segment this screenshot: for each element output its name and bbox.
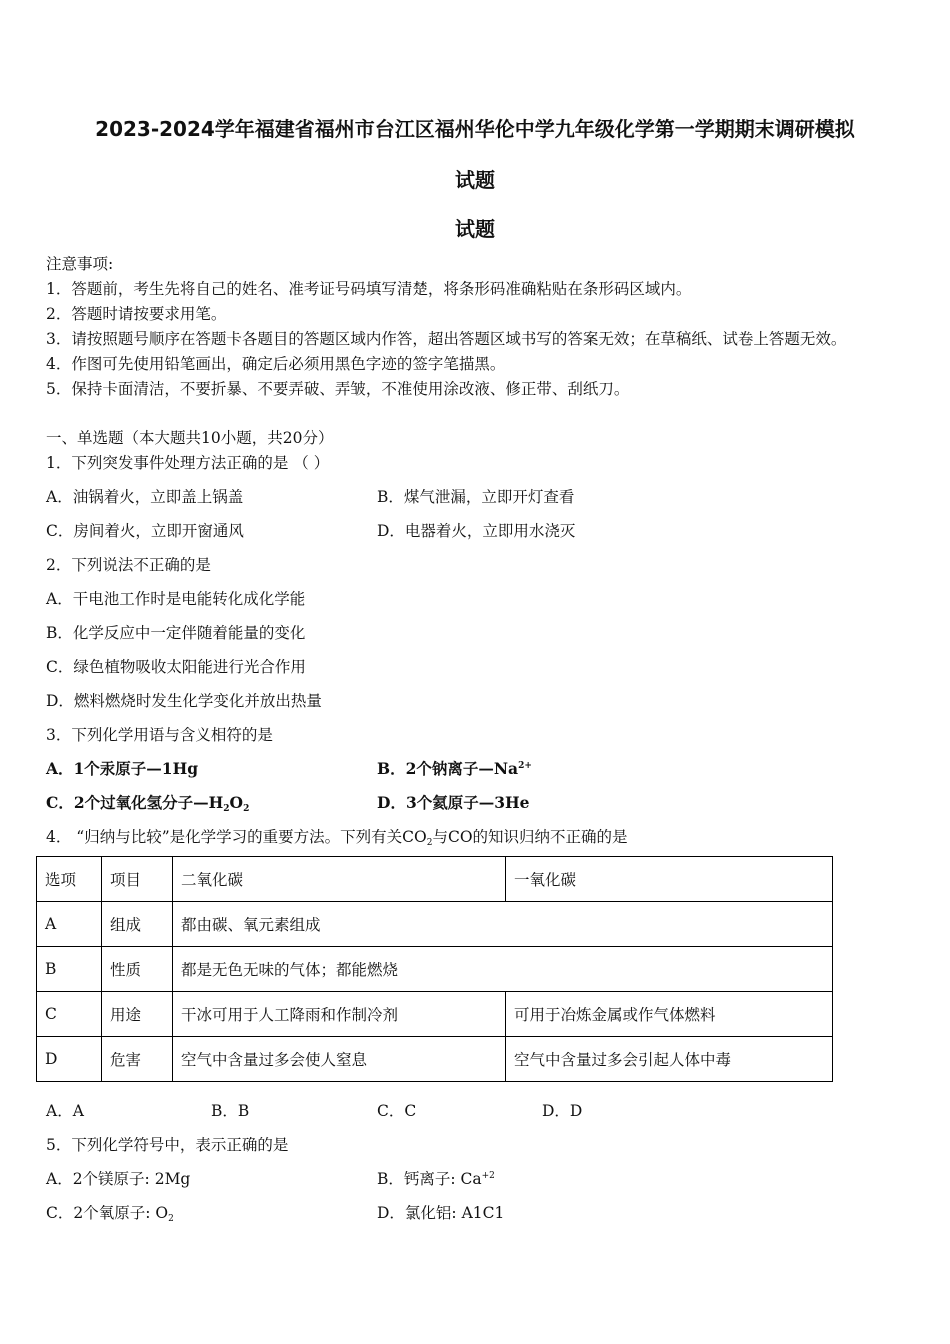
question-1-option-b: B．煤气泄漏，立即开灯查看	[377, 488, 575, 506]
question-2-option-b: B．化学反应中一定伴随着能量的变化	[46, 624, 306, 642]
table-row	[37, 1037, 833, 1082]
table-cell: B	[37, 947, 102, 992]
table-cell: 可用于冶炼金属或作气体燃料	[506, 992, 833, 1037]
question-4-option-d: D．D	[542, 1102, 583, 1120]
table-cell: 性质	[102, 947, 173, 992]
question-3-option-b: B．2个钠离子$—Na^{2+}$	[377, 759, 532, 778]
question-5-option-c: C．2个氧原子: $O_2$	[46, 1204, 174, 1224]
table-cell: A	[37, 902, 102, 947]
table-cell: 空气中含量过多会引起人体中毒	[506, 1037, 833, 1082]
question-5-option-b: B．钙离子: $Ca^{+2}$	[377, 1170, 495, 1188]
table-cell: 都是无色无味的气体；都能燃烧	[173, 947, 833, 992]
table-header-cell: 一氧化碳	[506, 857, 833, 902]
table-header-row	[37, 857, 833, 902]
question-3-option-a: A．1个汞原子—1Hg	[46, 759, 199, 778]
notice-item: 2．答题时请按要求用笔。	[46, 305, 227, 323]
question-1-option-d: D．电器着火，立即用水浇灭	[377, 522, 576, 540]
table-cell: 危害	[102, 1037, 173, 1082]
page-title-continued: 试题	[455, 168, 495, 192]
table-row	[37, 947, 833, 992]
question-1-option-a: A．油锅着火，立即盖上锅盖	[46, 488, 244, 506]
notice-item: 1．答题前，考生先将自己的姓名、准考证号码填写清楚，将条形码准确粘贴在条形码区域内。	[46, 280, 692, 298]
table-cell: 用途	[102, 992, 173, 1037]
question-2-option-a: A．干电池工作时是电能转化成化学能	[46, 590, 306, 608]
question-5-option-d: D．氯化铝: A1C1	[377, 1204, 505, 1222]
question-2-option-d: D．燃料燃烧时发生化学变化并放出热量	[46, 692, 322, 710]
table-cell: 干冰可用于人工降雨和作制冷剂	[173, 992, 506, 1037]
section-heading: 一、单选题（本大题共10小题，共20分）	[46, 429, 334, 447]
table-header-cell: 选项	[37, 857, 102, 902]
table-cell: 空气中含量过多会使人窒息	[173, 1037, 506, 1082]
question-3-option-c: C．2个过氧化氢分子$—H_2O_2$	[46, 793, 250, 814]
question-1-option-c: C．房间着火，立即开窗通风	[46, 522, 244, 540]
question-2-option-c: C．绿色植物吸收太阳能进行光合作用	[46, 658, 306, 676]
table-header-cell: 项目	[102, 857, 173, 902]
page-title: 2023-2024学年福建省福州市台江区福州华伦中学九年级化学第一学期期末调研模拟	[95, 117, 855, 141]
table-cell: 都由碳、氧元素组成	[173, 902, 833, 947]
question-4-option-c: C．C	[377, 1102, 417, 1120]
table-row	[37, 992, 833, 1037]
notice-item: 5．保持卡面清洁，不要折暴、不要弄破、弄皱，不准使用涂改液、修正带、刮纸刀。	[46, 380, 630, 398]
table-row	[37, 902, 833, 947]
notice-heading: 注意事项:	[46, 255, 114, 273]
question-4-option-b: B．B	[211, 1102, 250, 1120]
notice-item: 3．请按照题号顺序在答题卡各题目的答题区域内作答，超出答题区域书写的答案无效；在草稿纸、试卷上答题无效。	[46, 330, 847, 348]
comparison-table	[36, 856, 833, 1082]
page-subtitle: 试题	[455, 217, 495, 241]
table-cell: 组成	[102, 902, 173, 947]
table-header-cell: 二氧化碳	[173, 857, 506, 902]
question-4-stem: 4． “归纳与比较”是化学学习的重要方法。下列有关$CO_2$与CO的知识归纳不正确的是	[46, 828, 628, 848]
table-cell: D	[37, 1037, 102, 1082]
question-2-stem: 2．下列说法不正确的是	[46, 556, 211, 574]
question-4-option-a: A．A	[46, 1102, 84, 1120]
question-3-option-d: D．3个氦原子—3He	[377, 793, 530, 812]
table-cell: C	[37, 992, 102, 1037]
question-3-stem: 3．下列化学用语与含义相符的是	[46, 726, 273, 744]
notice-item: 4．作图可先使用铅笔画出，确定后必须用黑色字迹的签字笔描黑。	[46, 355, 506, 373]
question-1-stem: 1．下列突发事件处理方法正确的是 （ ）	[46, 454, 330, 472]
question-5-option-a: A．2个镁原子: 2Mg	[46, 1170, 191, 1188]
question-5-stem: 5．下列化学符号中，表示正确的是	[46, 1136, 289, 1154]
